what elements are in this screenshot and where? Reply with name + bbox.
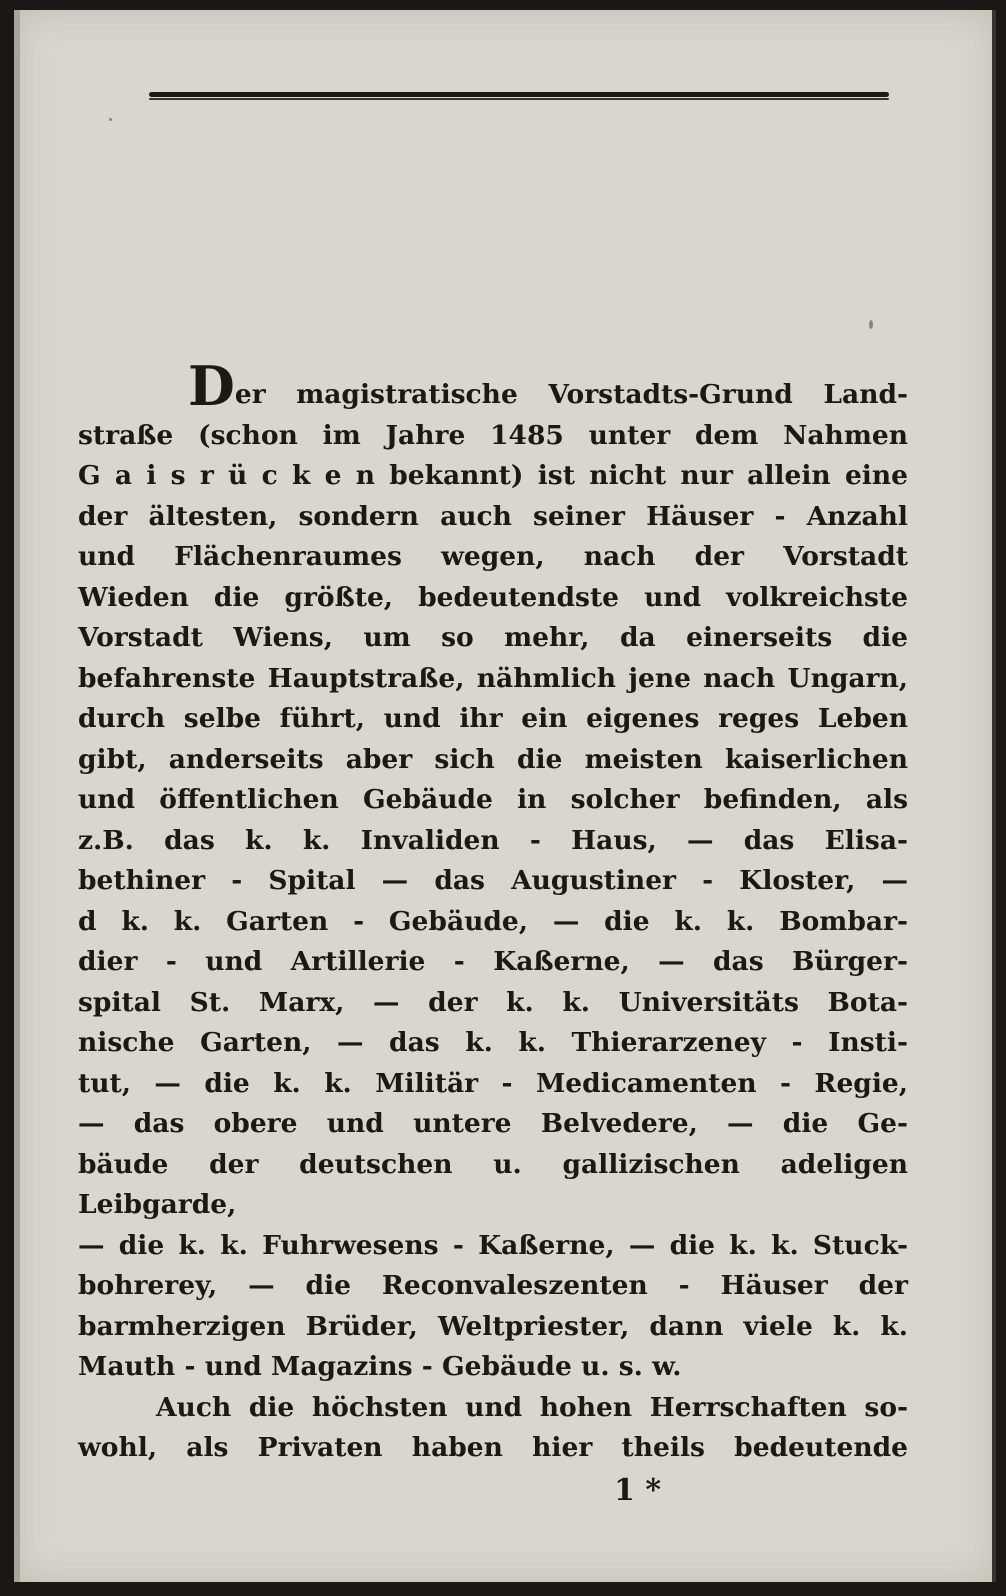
text-line: nische Garten, — das k. k. Thierarzeney - Insti- xyxy=(78,1027,908,1058)
signature-mark: 1 * xyxy=(614,1473,662,1508)
text-line: der ältesten, sondern auch seiner Häuser - Anzahl xyxy=(78,500,908,532)
text-line: gibt, anderseits aber sich die meisten kaiserlichen xyxy=(78,743,908,775)
text-line: Wieden die größte, bedeutendste und volkreichste xyxy=(78,581,908,613)
page-edge xyxy=(992,10,996,1582)
book-page xyxy=(14,10,996,1582)
text-line: und öffentlichen Gebäude in solcher befinden, als xyxy=(78,784,908,815)
text-line: durch selbe führt, und ihr ein eigenes reges Leben xyxy=(78,703,908,734)
text-line: bohrerey, — die Reconvaleszenten - Häuser der xyxy=(78,1270,908,1301)
text-line: — das obere und untere Belvedere, — die Ge- xyxy=(78,1108,908,1139)
text-line: G a i s r ü c k e n bekannt) ist nicht nur allein eine xyxy=(78,460,908,491)
text-line: Vorstadt Wiens, um so mehr, da einerseits die xyxy=(78,622,908,653)
text-line: befahrenste Hauptstraße, nähmlich jene nach Ungarn, xyxy=(78,662,908,694)
text-line: straße (schon im Jahre 1485 unter dem Nahmen xyxy=(78,419,908,451)
text-line: barmherzigen Brüder, Weltpriester, dann viele k. k. xyxy=(78,1310,908,1342)
text-line: tut, — die k. k. Militär - Medicamenten - Regie, xyxy=(78,1067,908,1099)
text-line: wohl, als Privaten haben hier theils bedeutende xyxy=(78,1432,908,1463)
text-line-content: er magistratische Vorstadts-Grund Land- xyxy=(234,379,908,410)
text-line: und Flächenraumes wegen, nach der Vorstadt xyxy=(78,541,908,572)
text-line: d k. k. Garten - Gebäude, — die k. k. Bombar- xyxy=(78,905,908,937)
header-rule xyxy=(149,92,889,97)
body-text xyxy=(78,354,908,1469)
text-line: Auch die höchsten und hohen Herrschaften so- xyxy=(156,1391,908,1423)
paper-speck xyxy=(109,118,112,121)
text-line: Mauth - und Magazins - Gebäude u. s. w. xyxy=(78,1351,682,1382)
text-line: dier - und Artillerie - Kaßerne, — das Bürger- xyxy=(78,946,908,977)
binding-edge xyxy=(14,10,20,1582)
drop-cap: D xyxy=(188,354,235,418)
text-line: z.B. das k. k. Invaliden - Haus, — das Elisa- xyxy=(78,824,908,856)
text-line: spital St. Marx, — der k. k. Universitäts Bota- xyxy=(78,986,908,1018)
text-line: — die k. k. Fuhrwesens - Kaßerne, — die k. k. Stuck- xyxy=(78,1229,908,1261)
text-line: bethiner - Spital — das Augustiner - Kloster, — xyxy=(78,865,908,896)
text-line: bäude der deutschen u. gallizischen adeligen Leibgarde, xyxy=(78,1148,908,1220)
paper-speck xyxy=(869,320,873,329)
text-line xyxy=(78,354,908,418)
